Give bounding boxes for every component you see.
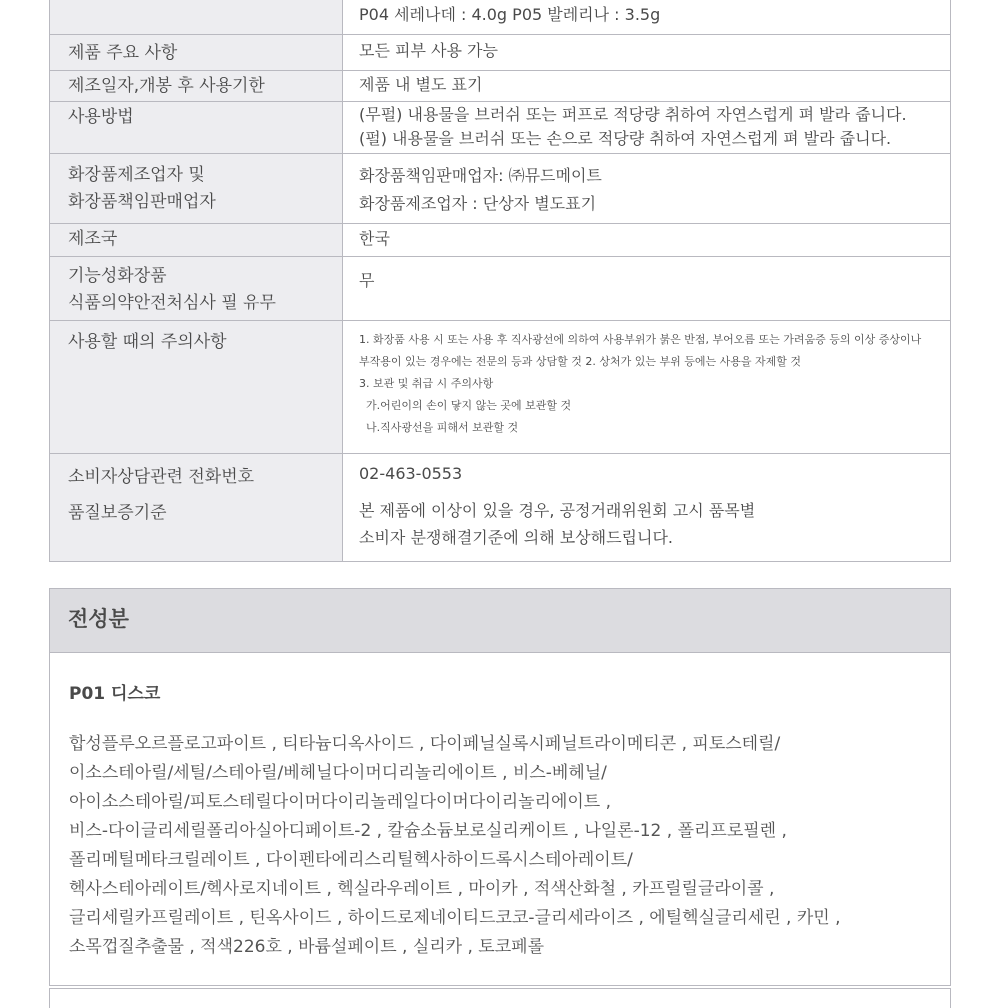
next-section-edge [49,988,951,1008]
product-info-table [49,0,951,562]
ingredient-line: 이소스테아릴/세틸/스테아릴/베헤닐다이머디리놀리에이트 , 비스-베헤닐/ [69,763,607,783]
ingredient-line: 헥사스테아레이트/헥사로지네이트 , 헥실라우레이트 , 마이카 , 적색산화철 , 카프릴릴글라이콜 , [69,879,775,899]
ingredients-header [50,589,950,653]
table-row [50,257,951,321]
value-line: 화장품책임판매업자: ㈜뮤드메이트 [359,166,602,185]
value-line: 부작용이 있는 경우에는 전문의 등과 상담할 것 2. 상처가 있는 부위 등에는 사용을 자제할 것 [359,355,801,368]
value-line: P04 세레나데 : 4.0g P05 발레리나 : 3.5g [359,5,661,24]
value-line: 제품 내 별도 표기 [359,75,483,94]
label-line: 기능성화장품 [68,266,167,286]
row-label-manufacturer [50,154,343,224]
row-value-manufacturer [343,154,951,224]
value-line: 3. 보관 및 취급 시 주의사항 [359,377,494,390]
label-line: 소비자상담관련 전화번호 [68,467,255,487]
table-row [50,321,951,454]
row-value-main-info [343,35,951,71]
row-value-functional [343,257,951,321]
label-line: 화장품책임판매업자 [68,192,216,212]
label-line: 품질보증기준 [68,503,167,523]
row-label-contact-quality [50,454,343,562]
ingredient-line: 폴리메틸메타크릴레이트 , 다이펜타에리스리틸헥사하이드록시스테아레이트/ [69,850,633,870]
table-row [50,35,951,71]
value-line: 한국 [359,229,390,248]
ingredients-body [50,653,950,962]
row-label-weight [50,0,343,35]
ingredient-line: 글리세릴카프릴레이트 , 틴옥사이드 , 하이드로제네이티드코코-글리세라이즈 , 에틸헥실글리세린 , 카민 , [69,908,841,928]
value-line: 소비자 분쟁해결기준에 의해 보상해드립니다. [359,528,674,547]
ingredient-line: 비스-다이글리세릴폴리아실아디페이트-2 , 칼슘소듐보로실리케이트 , 나일론-12 , 폴리프로필렌 , [69,821,787,841]
table-row [50,154,951,224]
ingredients-title: 전성분 [68,607,129,631]
row-label-country: 제조국 [50,224,343,257]
ingredient-line: 소목껍질추출물 , 적색226호 , 바륨설페이트 , 실리카 , 토코페롤 [69,937,544,957]
value-line: 가.어린이의 손이 닿지 않는 곳에 보관할 것 [359,399,572,412]
row-value-country [343,224,951,257]
row-value-usage [343,102,951,154]
ingredients-section [49,588,951,986]
phone-number: 02-463-0553 [359,464,463,483]
row-label-main-info: 제품 주요 사항 [50,35,343,71]
label-line: 화장품제조업자 및 [68,165,205,185]
value-line: (펄) 내용물을 브러쉬 또는 손으로 적당량 취하여 자연스럽게 펴 발라 줍니다. [359,129,892,148]
value-line: (무펄) 내용물을 브러쉬 또는 퍼프로 적당량 취하여 자연스럽게 펴 발라 줍니다. [359,105,907,124]
row-value-expiry [343,71,951,102]
row-value-weight [343,0,951,35]
row-label-usage: 사용방법 [50,102,343,154]
row-label-precautions: 사용할 때의 주의사항 [50,321,343,454]
label-line: 식품의약안전처심사 필 유무 [68,293,276,313]
ingredient-line: 아이소스테아릴/피토스테릴다이머다이리놀레일다이머다이리놀리에이트 , [69,792,612,812]
table-row [50,224,951,257]
table-row [50,454,951,562]
ingredient-line: 합성플루오르플로고파이트 , 티타늄디옥사이드 , 다이페닐실록시페닐트라이메티콘 , 피토스테릴/ [69,734,781,754]
value-line: 무 [359,271,375,290]
row-label-expiry: 제조일자,개봉 후 사용기한 [50,71,343,102]
table-row [50,71,951,102]
value-line: 본 제품에 이상이 있을 경우, 공정거래위원회 고시 품목별 [359,501,756,520]
row-value-contact-quality [343,454,951,562]
table-row [50,0,951,35]
row-label-functional [50,257,343,321]
row-value-precautions [343,321,951,454]
ingredients-list [69,730,950,962]
table-row [50,102,951,154]
value-line: 나.직사광선을 피해서 보관할 것 [359,421,519,434]
value-line: 모든 피부 사용 가능 [359,41,498,60]
value-line: 1. 화장품 사용 시 또는 사용 후 직사광선에 의하여 사용부위가 붉은 반점, 부어오름 또는 가려움증 등의 이상 증상이나 [359,333,922,346]
product-name: P01 디스코 [69,684,161,704]
value-line: 화장품제조업자 : 단상자 별도표기 [359,194,597,213]
